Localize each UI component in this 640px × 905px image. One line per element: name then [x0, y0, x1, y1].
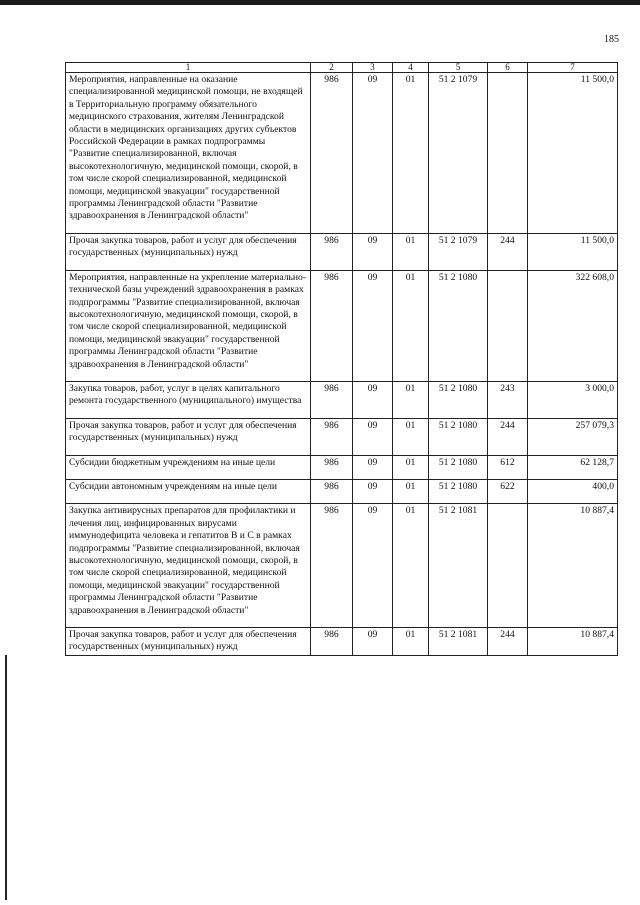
table-row [66, 73, 618, 224]
left-scan-mark [5, 655, 7, 900]
cell-section: 09 [353, 233, 393, 260]
cell-amount: 62 128,7 [528, 455, 618, 470]
column-header: 5 [429, 63, 488, 73]
cell-expense-type: 244 [488, 418, 528, 445]
cell-amount: 257 079,3 [528, 418, 618, 445]
row-description: Прочая закупка товаров, работ и услуг для обеспечения государственных (муниципальных) нужд [66, 418, 311, 445]
cell-admin-code: 986 [311, 381, 353, 408]
row-description: Закупка антивирусных препаратов для профилактики и лечения лиц, инфицированных вирусами иммунодефицита человека и гепатитов В и С в рамках подпрограммы "Развитие специализированной, включая высокотехнологичную, медицинской помощи, скорой, в том числе скорой специализированной, медицинской помощи, медицинской эвакуации" государственной программы Ленинградской области "Развитие здравоохранения в Ленинградской области" [66, 504, 311, 618]
cell-amount: 10 887,4 [528, 504, 618, 618]
row-spacer [66, 409, 618, 419]
table-row [66, 418, 618, 445]
table-row [66, 270, 618, 372]
cell-target-article: 51 2 1079 [429, 73, 488, 224]
cell-amount: 322 608,0 [528, 270, 618, 372]
row-description: Субсидии бюджетным учреждениям на иные цели [66, 455, 311, 470]
cell-section: 09 [353, 455, 393, 470]
cell-section: 09 [353, 270, 393, 372]
page-number: 185 [604, 34, 619, 45]
table-row [66, 233, 618, 260]
cell-admin-code: 986 [311, 628, 353, 656]
cell-target-article: 51 2 1079 [429, 233, 488, 260]
cell-expense-type: 243 [488, 381, 528, 408]
cell-subsection: 01 [393, 381, 429, 408]
table-row [66, 381, 618, 408]
row-spacer [66, 618, 618, 628]
row-description: Мероприятия, направленные на укрепление материально-технической базы учреждений здравоохранения в рамках подпрограммы "Развитие специализированной, включая высокотехнологичную, медицинской помощи, скорой, в том числе скорой специализированной, медицинской помощи, медицинской эвакуации" государственной программы Ленинградской области "Развитие здравоохранения в Ленинградской области" [66, 270, 311, 372]
cell-subsection: 01 [393, 233, 429, 260]
cell-section: 09 [353, 418, 393, 445]
cell-target-article: 51 2 1080 [429, 270, 488, 372]
cell-subsection: 01 [393, 479, 429, 494]
cell-expense-type: 622 [488, 479, 528, 494]
column-header: 7 [528, 63, 618, 73]
cell-target-article: 51 2 1081 [429, 628, 488, 656]
table-row [66, 504, 618, 618]
cell-subsection: 01 [393, 504, 429, 618]
cell-expense-type: 244 [488, 233, 528, 260]
row-spacer [66, 470, 618, 480]
cell-admin-code: 986 [311, 418, 353, 445]
cell-target-article: 51 2 1080 [429, 381, 488, 408]
row-description: Субсидии автономным учреждениям на иные цели [66, 479, 311, 494]
cell-amount: 400,0 [528, 479, 618, 494]
cell-target-article: 51 2 1080 [429, 418, 488, 445]
row-description: Прочая закупка товаров, работ и услуг для обеспечения государственных (муниципальных) нужд [66, 628, 311, 656]
cell-section: 09 [353, 73, 393, 224]
row-spacer [66, 224, 618, 234]
table-row [66, 628, 618, 656]
row-spacer [66, 372, 618, 382]
cell-target-article: 51 2 1081 [429, 504, 488, 618]
table-row [66, 455, 618, 470]
cell-subsection: 01 [393, 270, 429, 372]
cell-subsection: 01 [393, 418, 429, 445]
table-header-row [66, 63, 618, 73]
column-header: 4 [393, 63, 429, 73]
cell-expense-type [488, 504, 528, 618]
table-row [66, 479, 618, 494]
row-spacer [66, 261, 618, 271]
cell-admin-code: 986 [311, 504, 353, 618]
cell-admin-code: 986 [311, 270, 353, 372]
cell-subsection: 01 [393, 455, 429, 470]
cell-subsection: 01 [393, 628, 429, 656]
cell-admin-code: 986 [311, 455, 353, 470]
column-header: 2 [311, 63, 353, 73]
budget-table [65, 62, 618, 656]
column-header: 3 [353, 63, 393, 73]
cell-section: 09 [353, 381, 393, 408]
row-description: Прочая закупка товаров, работ и услуг для обеспечения государственных (муниципальных) нужд [66, 233, 311, 260]
cell-expense-type: 612 [488, 455, 528, 470]
column-header: 6 [488, 63, 528, 73]
cell-expense-type [488, 73, 528, 224]
cell-section: 09 [353, 504, 393, 618]
row-description: Мероприятия, направленные на оказание специализированной медицинской помощи, не входящей в Территориальную программу обязательного медицинского страхования, жителям Ленинградской области в медицинских организациях других субъектов Российской Федерации в рамках подпрограммы "Развитие специализированной, включая высокотехнологичную, медицинской помощи, скорой, в том числе скорой специализированной, медицинской помощи, медицинской эвакуации" государственной программы Ленинградской области "Развитие здравоохранения в Ленинградской области" [66, 73, 311, 224]
cell-section: 09 [353, 479, 393, 494]
row-description: Закупка товаров, работ, услуг в целях капитального ремонта государственного (муниципального) имущества [66, 381, 311, 408]
cell-expense-type: 244 [488, 628, 528, 656]
cell-expense-type [488, 270, 528, 372]
cell-target-article: 51 2 1080 [429, 479, 488, 494]
cell-admin-code: 986 [311, 233, 353, 260]
row-spacer [66, 446, 618, 456]
cell-admin-code: 986 [311, 73, 353, 224]
top-scan-border [0, 0, 640, 5]
row-spacer [66, 494, 618, 504]
cell-section: 09 [353, 628, 393, 656]
cell-amount: 11 500,0 [528, 73, 618, 224]
cell-target-article: 51 2 1080 [429, 455, 488, 470]
cell-amount: 3 000,0 [528, 381, 618, 408]
cell-subsection: 01 [393, 73, 429, 224]
cell-amount: 10 887,4 [528, 628, 618, 656]
cell-admin-code: 986 [311, 479, 353, 494]
cell-amount: 11 500,0 [528, 233, 618, 260]
column-header: 1 [66, 63, 311, 73]
